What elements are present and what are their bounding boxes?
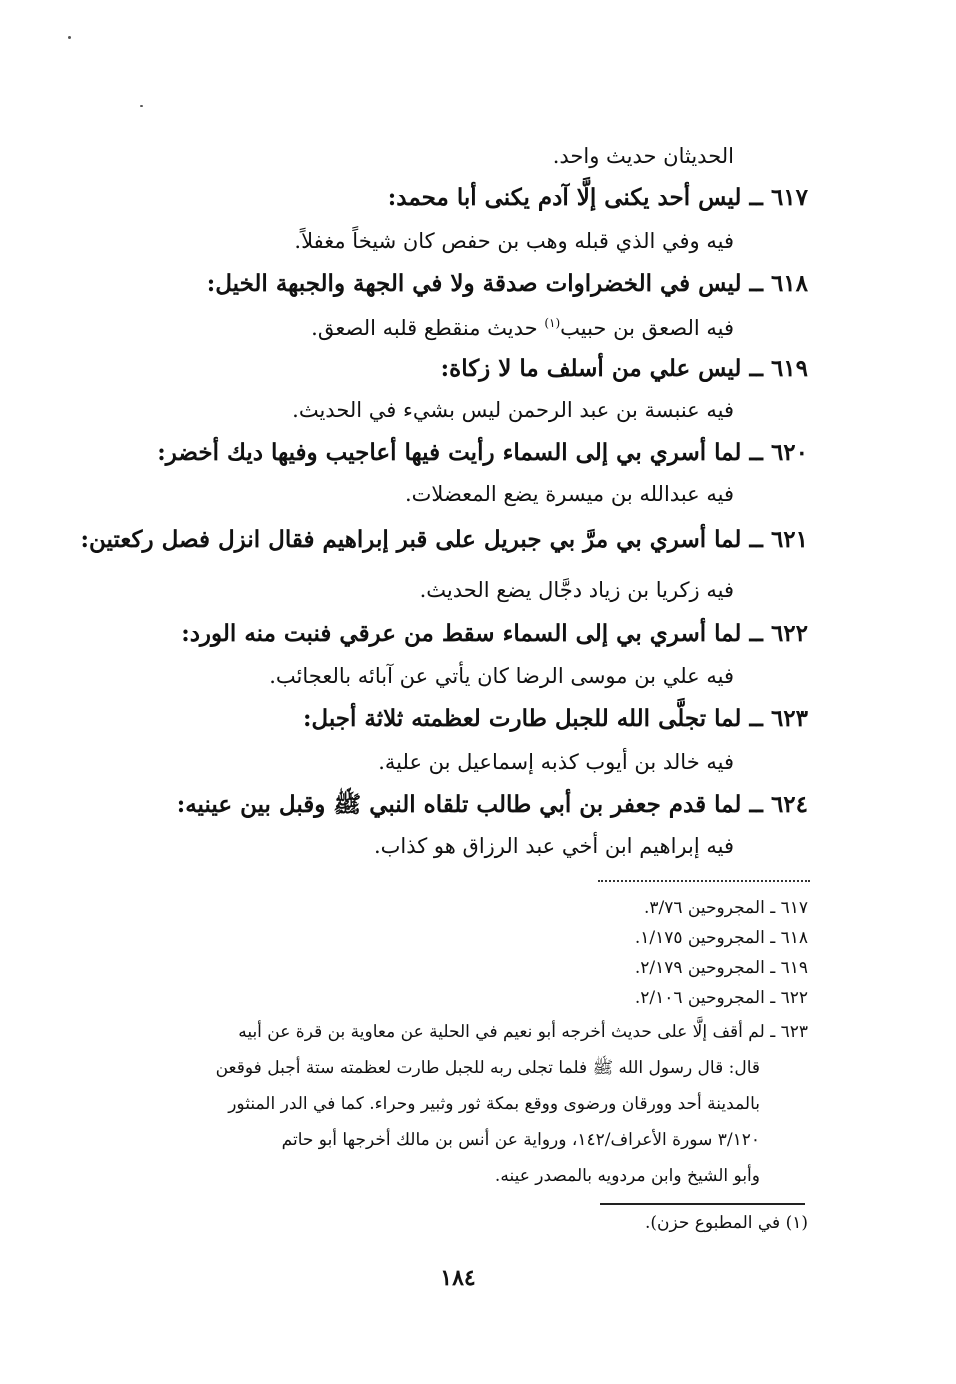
footnote-separator [598,880,810,882]
entry-heading-617: ٦١٧ ــ ليس أحد يكنى إلَّا آدم يكنى أبا محمد: [387,184,808,211]
entry-note-618 [311,317,734,339]
entry-note-617: فيه وفي الذي قبله وهب بن حفص كان شيخاً مغفلاً. [294,229,734,253]
footnote-623-line-2: قال: قال رسول الله ﷺ فلما تجلى ربه للجبل طارت لعظمته ستة أجبل فوقعن [215,1058,760,1078]
entry-heading-618: ٦١٨ ــ ليس في الخضراوات صدقة ولا في الجهة والجبهة الخيل: [206,270,808,297]
entry-heading-619: ٦١٩ ــ ليس علي من أسلف ما لا زكاة: [440,355,808,382]
scan-speck [140,105,143,107]
entry-note-621: فيه زكريا بن زياد دجَّال يضع الحديث. [419,578,734,602]
entry-note-619: فيه عنبسة بن عبد الرحمن ليس بشيء في الحديث. [292,398,734,422]
footnote-623-line-3: بالمدينة أحد وورقان ورضوى ووقع بمكة ثور وثبير وحراء. كما في الدر المنثور [228,1094,760,1114]
entry-heading-623: ٦٢٣ ــ لما تجلَّى الله للجبل طارت لعظمته ثلاثة أجبل: [302,705,808,732]
scan-speck [68,36,71,39]
footnote-623-line-4: ٣/١٢٠ سورة الأعراف/١٤٢، ورواية عن أنس بن مالك أخرجها أبو حاتم [281,1130,760,1150]
entry-note-622: فيه علي بن موسى الرضا كان يأتي عن آبائه بالعجائب. [269,664,734,688]
entry-note-624: فيه إبراهيم ابن أخي عبد الرزاق هو كذاب. [373,834,734,858]
entry-note-618-text: فيه الصعق بن حبيب [560,316,734,340]
entry-note-618-text-cont: حديث منقطع قلبه الصعق. [311,316,545,340]
editor-note: (١) في المطبوع حزن). [644,1213,808,1233]
entry-heading-622: ٦٢٢ ــ لما أسري بي إلى السماء سقط من عرقي فنبت منه الورد: [181,620,808,647]
footnote-623-line-5: وأبو الشيخ وابن مردويه بالمصدر عينه. [494,1166,760,1186]
footnote-623-line-1: ٦٢٣ ـ لم أقف إلَّا على حديث أخرجه أبو نعيم في الحلية عن معاوية بن قرة عن أبيه [238,1022,808,1042]
footnote-617: ٦١٧ ـ المجروحين ٣/٧٦. [643,898,808,918]
entry-heading-621: ٦٢١ ــ لما أسري بي مرَّ بي جبريل على قبر إبراهيم فقال انزل فصل ركعتين: [80,526,808,553]
footnote-619: ٦١٩ ـ المجروحين ٢/١٧٩. [634,958,808,978]
editor-note-separator [600,1203,805,1205]
entry-note-623: فيه خالد بن أيوب كذبه إسماعيل بن علية. [378,750,734,774]
footnote-618: ٦١٨ ـ المجروحين ١/١٧٥. [634,928,808,948]
entry-note-620: فيه عبدالله بن ميسرة يضع المعضلات. [404,482,734,506]
footnote-622: ٦٢٢ ـ المجروحين ٢/١٠٦. [634,988,808,1008]
page-number: ١٨٤ [440,1265,476,1291]
footnote-marker: (١) [544,316,561,330]
entry-heading-624: ٦٢٤ ــ لما قدم جعفر بن أبي طالب تلقاه النبي ﷺ وقبل بين عينيه: [176,791,808,818]
entry-heading-620: ٦٢٠ ــ لما أسري بي إلى السماء رأيت فيها أعاجيب وفيها ديك أخضر: [157,439,808,466]
text-line: الحديثان حديث واحد. [552,144,734,168]
